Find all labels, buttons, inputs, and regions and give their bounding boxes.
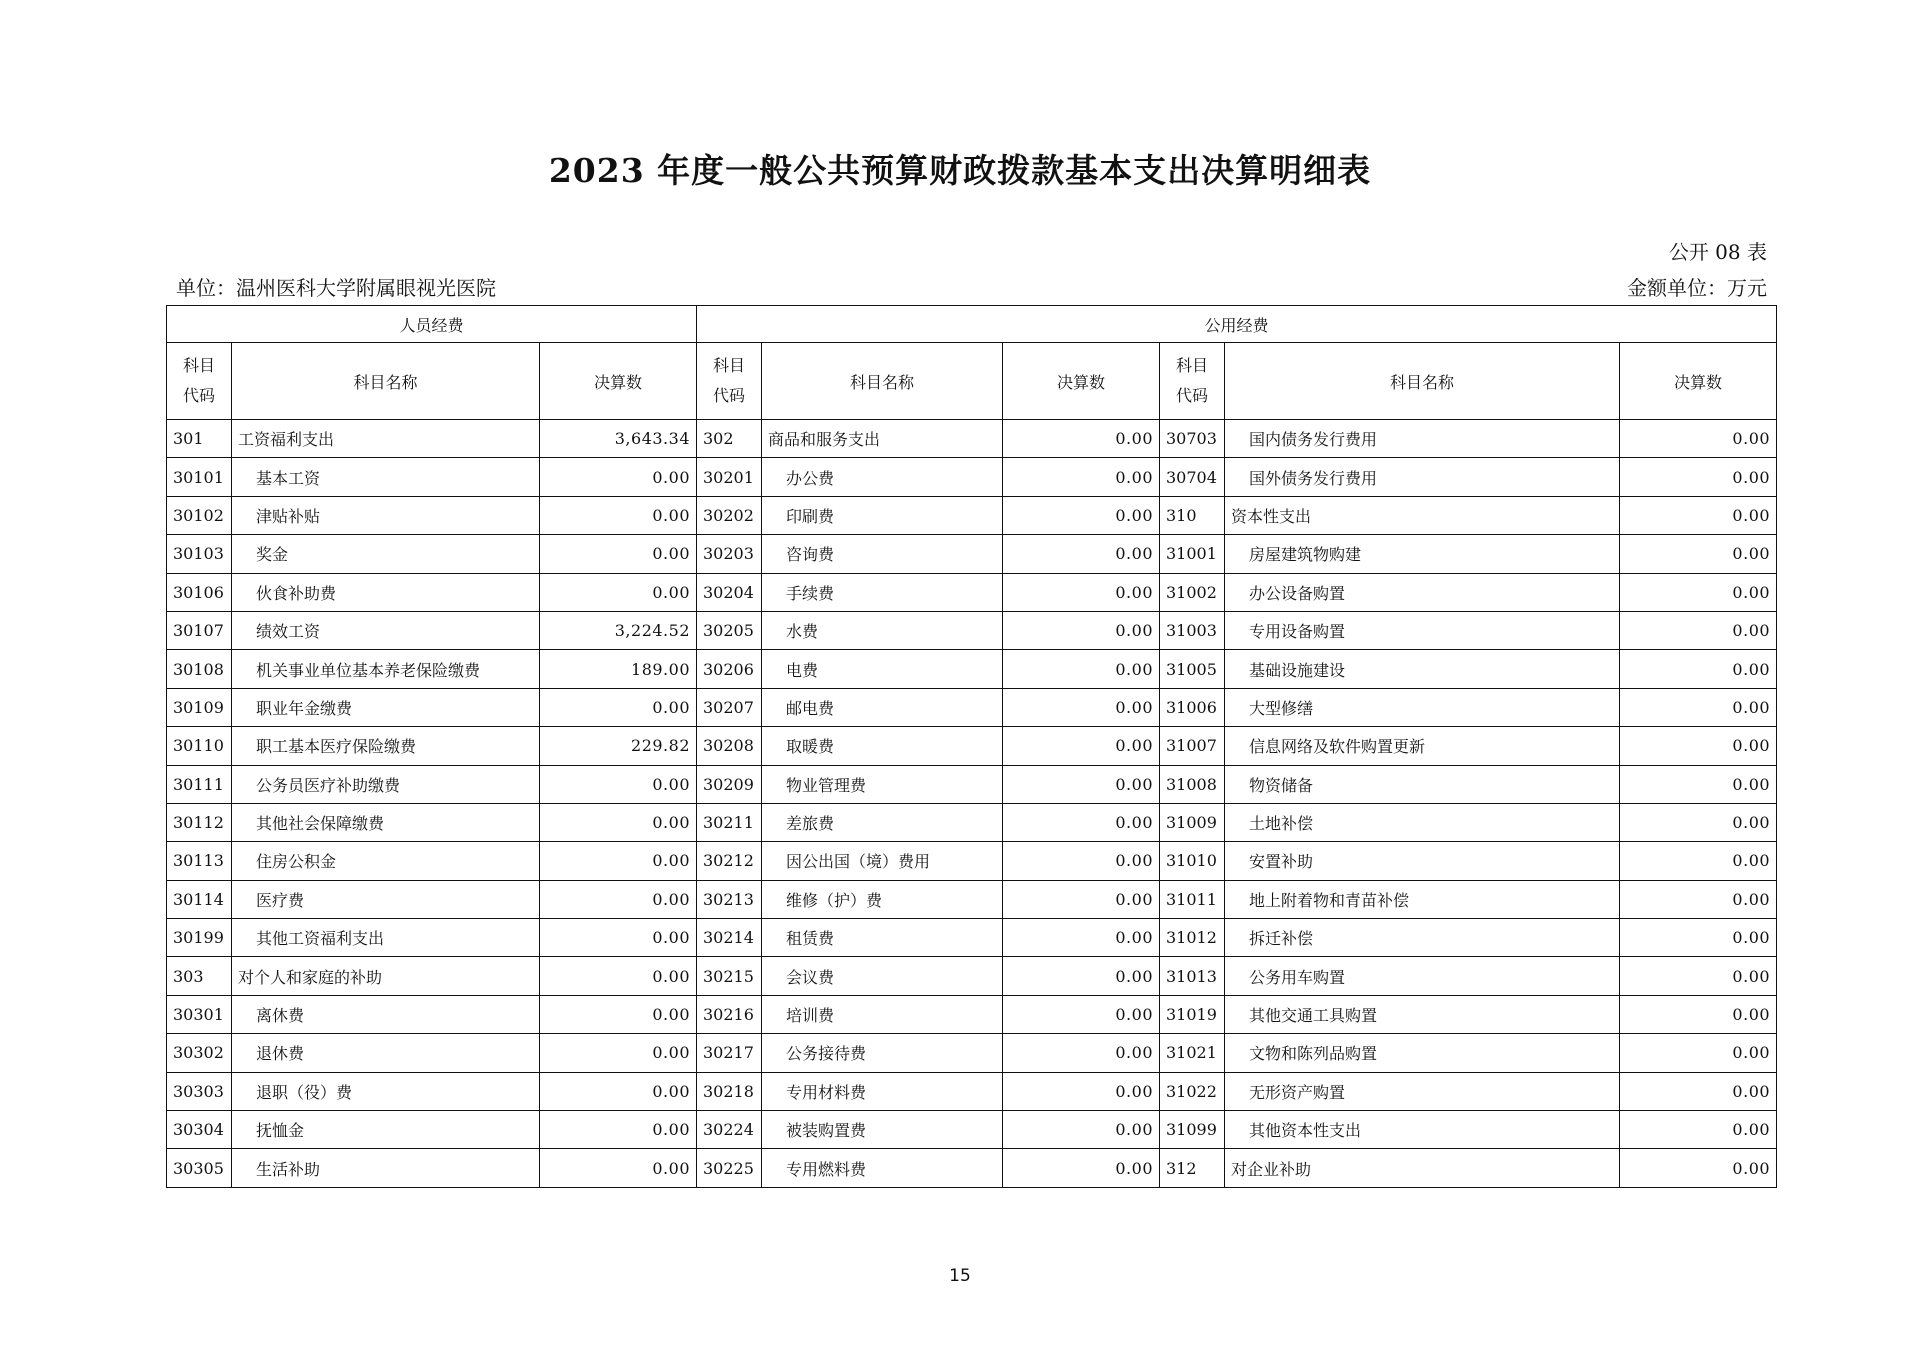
amount-cell: 0.00 bbox=[540, 573, 697, 611]
column-header-code: 科目 代码 bbox=[697, 343, 762, 420]
table-row bbox=[167, 765, 1777, 803]
subject-code-cell: 30107 bbox=[167, 611, 232, 649]
subject-name-cell: 公务员医疗补助缴费 bbox=[232, 765, 540, 803]
table-row bbox=[167, 496, 1777, 534]
table-row bbox=[167, 535, 1777, 573]
subject-name-cell: 公务用车购置 bbox=[1225, 957, 1620, 995]
subject-code-cell: 30304 bbox=[167, 1111, 232, 1149]
amount-cell: 0.00 bbox=[1003, 727, 1160, 765]
amount-cell: 0.00 bbox=[540, 688, 697, 726]
subject-name-cell: 租赁费 bbox=[762, 919, 1003, 957]
subject-code-cell: 30109 bbox=[167, 688, 232, 726]
table-row bbox=[167, 458, 1777, 496]
subject-code-cell: 30216 bbox=[697, 995, 762, 1033]
subject-name-cell: 基础设施建设 bbox=[1225, 650, 1620, 688]
subject-code-cell: 30224 bbox=[697, 1111, 762, 1149]
amount-cell: 0.00 bbox=[1003, 1111, 1160, 1149]
amount-cell: 0.00 bbox=[540, 1072, 697, 1110]
subject-name-cell: 无形资产购置 bbox=[1225, 1072, 1620, 1110]
subject-name-cell: 因公出国（境）费用 bbox=[762, 842, 1003, 880]
subject-name-cell: 国内债务发行费用 bbox=[1225, 420, 1620, 458]
amount-cell: 0.00 bbox=[1620, 611, 1777, 649]
amount-cell: 0.00 bbox=[1003, 496, 1160, 534]
subject-name-cell: 资本性支出 bbox=[1225, 496, 1620, 534]
subject-code-cell: 30108 bbox=[167, 650, 232, 688]
page-number: 15 bbox=[949, 1266, 971, 1286]
amount-cell: 189.00 bbox=[540, 650, 697, 688]
amount-unit: 金额单位：万元 bbox=[1627, 276, 1767, 300]
amount-cell: 0.00 bbox=[1620, 803, 1777, 841]
amount-cell: 0.00 bbox=[1003, 688, 1160, 726]
amount-cell: 0.00 bbox=[1620, 496, 1777, 534]
column-header-row bbox=[167, 343, 1777, 420]
subject-name-cell: 医疗费 bbox=[232, 880, 540, 918]
subject-name-cell: 伙食补助费 bbox=[232, 573, 540, 611]
amount-cell: 0.00 bbox=[1003, 803, 1160, 841]
table-row bbox=[167, 1072, 1777, 1110]
subject-name-cell: 印刷费 bbox=[762, 496, 1003, 534]
subject-name-cell: 文物和陈列品购置 bbox=[1225, 1034, 1620, 1072]
subject-code-cell: 31010 bbox=[1160, 842, 1225, 880]
table-row bbox=[167, 420, 1777, 458]
subject-name-cell: 绩效工资 bbox=[232, 611, 540, 649]
subject-name-cell: 咨询费 bbox=[762, 535, 1003, 573]
column-header-name: 科目名称 bbox=[762, 343, 1003, 420]
amount-cell: 0.00 bbox=[1003, 842, 1160, 880]
amount-cell: 3,643.34 bbox=[540, 420, 697, 458]
amount-cell: 0.00 bbox=[540, 842, 697, 880]
subject-code-cell: 31012 bbox=[1160, 919, 1225, 957]
amount-cell: 0.00 bbox=[540, 957, 697, 995]
table-row bbox=[167, 650, 1777, 688]
amount-cell: 0.00 bbox=[1003, 1149, 1160, 1187]
amount-cell: 0.00 bbox=[1620, 535, 1777, 573]
column-header-amount: 决算数 bbox=[540, 343, 697, 420]
subject-code-cell: 30206 bbox=[697, 650, 762, 688]
subject-code-cell: 31019 bbox=[1160, 995, 1225, 1033]
reporting-unit: 单位：温州医科大学附属眼视光医院 bbox=[176, 276, 496, 300]
amount-cell: 0.00 bbox=[1003, 880, 1160, 918]
amount-cell: 0.00 bbox=[1620, 1149, 1777, 1187]
subject-name-cell: 水费 bbox=[762, 611, 1003, 649]
amount-cell: 0.00 bbox=[540, 496, 697, 534]
column-header-name: 科目名称 bbox=[232, 343, 540, 420]
subject-code-cell: 312 bbox=[1160, 1149, 1225, 1187]
subject-name-cell: 离休费 bbox=[232, 995, 540, 1033]
group-personnel-header: 人员经费 bbox=[167, 306, 697, 343]
table-row bbox=[167, 880, 1777, 918]
expenditure-detail-table bbox=[166, 305, 1777, 1188]
column-header-code: 科目 代码 bbox=[167, 343, 232, 420]
subject-name-cell: 房屋建筑物购建 bbox=[1225, 535, 1620, 573]
subject-name-cell: 国外债务发行费用 bbox=[1225, 458, 1620, 496]
subject-code-cell: 30203 bbox=[697, 535, 762, 573]
subject-code-cell: 31008 bbox=[1160, 765, 1225, 803]
subject-name-cell: 物资储备 bbox=[1225, 765, 1620, 803]
subject-code-cell: 30112 bbox=[167, 803, 232, 841]
subject-name-cell: 退职（役）费 bbox=[232, 1072, 540, 1110]
subject-name-cell: 对企业补助 bbox=[1225, 1149, 1620, 1187]
subject-name-cell: 公务接待费 bbox=[762, 1034, 1003, 1072]
table-row bbox=[167, 573, 1777, 611]
amount-cell: 0.00 bbox=[1620, 458, 1777, 496]
subject-name-cell: 其他社会保障缴费 bbox=[232, 803, 540, 841]
table-row bbox=[167, 688, 1777, 726]
subject-name-cell: 其他工资福利支出 bbox=[232, 919, 540, 957]
subject-name-cell: 手续费 bbox=[762, 573, 1003, 611]
subject-code-cell: 31009 bbox=[1160, 803, 1225, 841]
subject-code-cell: 30218 bbox=[697, 1072, 762, 1110]
subject-code-cell: 30113 bbox=[167, 842, 232, 880]
amount-cell: 0.00 bbox=[540, 1034, 697, 1072]
amount-cell: 0.00 bbox=[1003, 957, 1160, 995]
group-public-header: 公用经费 bbox=[697, 306, 1777, 343]
subject-code-cell: 30101 bbox=[167, 458, 232, 496]
amount-cell: 0.00 bbox=[1003, 765, 1160, 803]
subject-name-cell: 土地补偿 bbox=[1225, 803, 1620, 841]
subject-name-cell: 职业年金缴费 bbox=[232, 688, 540, 726]
subject-name-cell: 维修（护）费 bbox=[762, 880, 1003, 918]
table-number: 公开 08 表 bbox=[1668, 240, 1767, 264]
subject-code-cell: 31007 bbox=[1160, 727, 1225, 765]
page-title: 2023 年度一般公共预算财政拨款基本支出决算明细表 bbox=[548, 151, 1372, 190]
subject-name-cell: 职工基本医疗保险缴费 bbox=[232, 727, 540, 765]
subject-name-cell: 培训费 bbox=[762, 995, 1003, 1033]
amount-cell: 0.00 bbox=[1003, 650, 1160, 688]
subject-name-cell: 办公设备购置 bbox=[1225, 573, 1620, 611]
subject-name-cell: 其他交通工具购置 bbox=[1225, 995, 1620, 1033]
subject-code-cell: 30103 bbox=[167, 535, 232, 573]
subject-code-cell: 30225 bbox=[697, 1149, 762, 1187]
subject-name-cell: 专用材料费 bbox=[762, 1072, 1003, 1110]
subject-name-cell: 被装购置费 bbox=[762, 1111, 1003, 1149]
subject-code-cell: 30213 bbox=[697, 880, 762, 918]
subject-code-cell: 30303 bbox=[167, 1072, 232, 1110]
amount-cell: 0.00 bbox=[1620, 1072, 1777, 1110]
column-header-name: 科目名称 bbox=[1225, 343, 1620, 420]
amount-cell: 0.00 bbox=[1003, 919, 1160, 957]
amount-cell: 0.00 bbox=[1620, 1111, 1777, 1149]
subject-code-cell: 30215 bbox=[697, 957, 762, 995]
subject-code-cell: 30110 bbox=[167, 727, 232, 765]
subject-code-cell: 31021 bbox=[1160, 1034, 1225, 1072]
subject-code-cell: 30114 bbox=[167, 880, 232, 918]
amount-cell: 229.82 bbox=[540, 727, 697, 765]
subject-code-cell: 30205 bbox=[697, 611, 762, 649]
subject-code-cell: 30214 bbox=[697, 919, 762, 957]
subject-name-cell: 办公费 bbox=[762, 458, 1003, 496]
amount-cell: 0.00 bbox=[1620, 688, 1777, 726]
amount-cell: 0.00 bbox=[540, 458, 697, 496]
subject-code-cell: 30211 bbox=[697, 803, 762, 841]
subject-code-cell: 30111 bbox=[167, 765, 232, 803]
table-row bbox=[167, 919, 1777, 957]
subject-code-cell: 30703 bbox=[1160, 420, 1225, 458]
subject-code-cell: 301 bbox=[167, 420, 232, 458]
subject-code-cell: 30212 bbox=[697, 842, 762, 880]
subject-code-cell: 31006 bbox=[1160, 688, 1225, 726]
subject-code-cell: 303 bbox=[167, 957, 232, 995]
table-row bbox=[167, 803, 1777, 841]
subject-name-cell: 住房公积金 bbox=[232, 842, 540, 880]
subject-name-cell: 物业管理费 bbox=[762, 765, 1003, 803]
subject-code-cell: 30305 bbox=[167, 1149, 232, 1187]
subject-code-cell: 30102 bbox=[167, 496, 232, 534]
subject-code-cell: 31002 bbox=[1160, 573, 1225, 611]
amount-cell: 0.00 bbox=[1003, 458, 1160, 496]
table-row bbox=[167, 957, 1777, 995]
amount-cell: 0.00 bbox=[540, 765, 697, 803]
subject-code-cell: 30201 bbox=[697, 458, 762, 496]
amount-cell: 0.00 bbox=[1003, 1072, 1160, 1110]
subject-code-cell: 31001 bbox=[1160, 535, 1225, 573]
subject-name-cell: 拆迁补偿 bbox=[1225, 919, 1620, 957]
amount-cell: 0.00 bbox=[540, 880, 697, 918]
table-row bbox=[167, 995, 1777, 1033]
subject-name-cell: 生活补助 bbox=[232, 1149, 540, 1187]
subject-name-cell: 工资福利支出 bbox=[232, 420, 540, 458]
subject-code-cell: 31011 bbox=[1160, 880, 1225, 918]
subject-code-cell: 30199 bbox=[167, 919, 232, 957]
amount-cell: 0.00 bbox=[1620, 842, 1777, 880]
subject-name-cell: 津贴补贴 bbox=[232, 496, 540, 534]
subject-code-cell: 30704 bbox=[1160, 458, 1225, 496]
subject-code-cell: 310 bbox=[1160, 496, 1225, 534]
amount-cell: 0.00 bbox=[540, 995, 697, 1033]
subject-name-cell: 取暖费 bbox=[762, 727, 1003, 765]
subject-name-cell: 电费 bbox=[762, 650, 1003, 688]
subject-code-cell: 31003 bbox=[1160, 611, 1225, 649]
amount-cell: 0.00 bbox=[1620, 1034, 1777, 1072]
subject-name-cell: 大型修缮 bbox=[1225, 688, 1620, 726]
subject-code-cell: 30217 bbox=[697, 1034, 762, 1072]
amount-cell: 0.00 bbox=[1620, 420, 1777, 458]
subject-name-cell: 邮电费 bbox=[762, 688, 1003, 726]
subject-name-cell: 专用设备购置 bbox=[1225, 611, 1620, 649]
table-row bbox=[167, 1149, 1777, 1187]
subject-name-cell: 对个人和家庭的补助 bbox=[232, 957, 540, 995]
amount-cell: 0.00 bbox=[1003, 611, 1160, 649]
amount-cell: 0.00 bbox=[1003, 995, 1160, 1033]
column-header-amount: 决算数 bbox=[1620, 343, 1777, 420]
subject-code-cell: 31013 bbox=[1160, 957, 1225, 995]
table-row bbox=[167, 611, 1777, 649]
subject-code-cell: 30209 bbox=[697, 765, 762, 803]
subject-code-cell: 30301 bbox=[167, 995, 232, 1033]
column-header-amount: 决算数 bbox=[1003, 343, 1160, 420]
subject-name-cell: 地上附着物和青苗补偿 bbox=[1225, 880, 1620, 918]
subject-name-cell: 信息网络及软件购置更新 bbox=[1225, 727, 1620, 765]
group-header-row bbox=[167, 306, 1777, 343]
subject-name-cell: 会议费 bbox=[762, 957, 1003, 995]
subject-name-cell: 其他资本性支出 bbox=[1225, 1111, 1620, 1149]
subject-code-cell: 31005 bbox=[1160, 650, 1225, 688]
amount-cell: 0.00 bbox=[1620, 957, 1777, 995]
amount-cell: 0.00 bbox=[1620, 727, 1777, 765]
subject-name-cell: 基本工资 bbox=[232, 458, 540, 496]
amount-cell: 0.00 bbox=[1620, 573, 1777, 611]
column-header-code: 科目 代码 bbox=[1160, 343, 1225, 420]
subject-code-cell: 30106 bbox=[167, 573, 232, 611]
subject-name-cell: 退休费 bbox=[232, 1034, 540, 1072]
table-row bbox=[167, 727, 1777, 765]
amount-cell: 0.00 bbox=[540, 919, 697, 957]
amount-cell: 0.00 bbox=[1003, 573, 1160, 611]
subject-code-cell: 30207 bbox=[697, 688, 762, 726]
table-row bbox=[167, 1111, 1777, 1149]
subject-code-cell: 302 bbox=[697, 420, 762, 458]
amount-cell: 3,224.52 bbox=[540, 611, 697, 649]
subject-code-cell: 31022 bbox=[1160, 1072, 1225, 1110]
subject-name-cell: 机关事业单位基本养老保险缴费 bbox=[232, 650, 540, 688]
amount-cell: 0.00 bbox=[1620, 995, 1777, 1033]
amount-cell: 0.00 bbox=[1620, 880, 1777, 918]
table-body bbox=[167, 420, 1777, 1188]
amount-cell: 0.00 bbox=[540, 1149, 697, 1187]
amount-cell: 0.00 bbox=[1003, 420, 1160, 458]
subject-name-cell: 专用燃料费 bbox=[762, 1149, 1003, 1187]
table-row bbox=[167, 1034, 1777, 1072]
subject-code-cell: 30208 bbox=[697, 727, 762, 765]
subject-name-cell: 奖金 bbox=[232, 535, 540, 573]
amount-cell: 0.00 bbox=[540, 535, 697, 573]
table-row bbox=[167, 842, 1777, 880]
amount-cell: 0.00 bbox=[540, 803, 697, 841]
amount-cell: 0.00 bbox=[1003, 535, 1160, 573]
amount-cell: 0.00 bbox=[1003, 1034, 1160, 1072]
subject-name-cell: 安置补助 bbox=[1225, 842, 1620, 880]
amount-cell: 0.00 bbox=[1620, 765, 1777, 803]
subject-code-cell: 30204 bbox=[697, 573, 762, 611]
amount-cell: 0.00 bbox=[1620, 650, 1777, 688]
subject-name-cell: 商品和服务支出 bbox=[762, 420, 1003, 458]
amount-cell: 0.00 bbox=[540, 1111, 697, 1149]
subject-code-cell: 30202 bbox=[697, 496, 762, 534]
subject-code-cell: 30302 bbox=[167, 1034, 232, 1072]
amount-cell: 0.00 bbox=[1620, 919, 1777, 957]
subject-name-cell: 差旅费 bbox=[762, 803, 1003, 841]
subject-code-cell: 31099 bbox=[1160, 1111, 1225, 1149]
subject-name-cell: 抚恤金 bbox=[232, 1111, 540, 1149]
